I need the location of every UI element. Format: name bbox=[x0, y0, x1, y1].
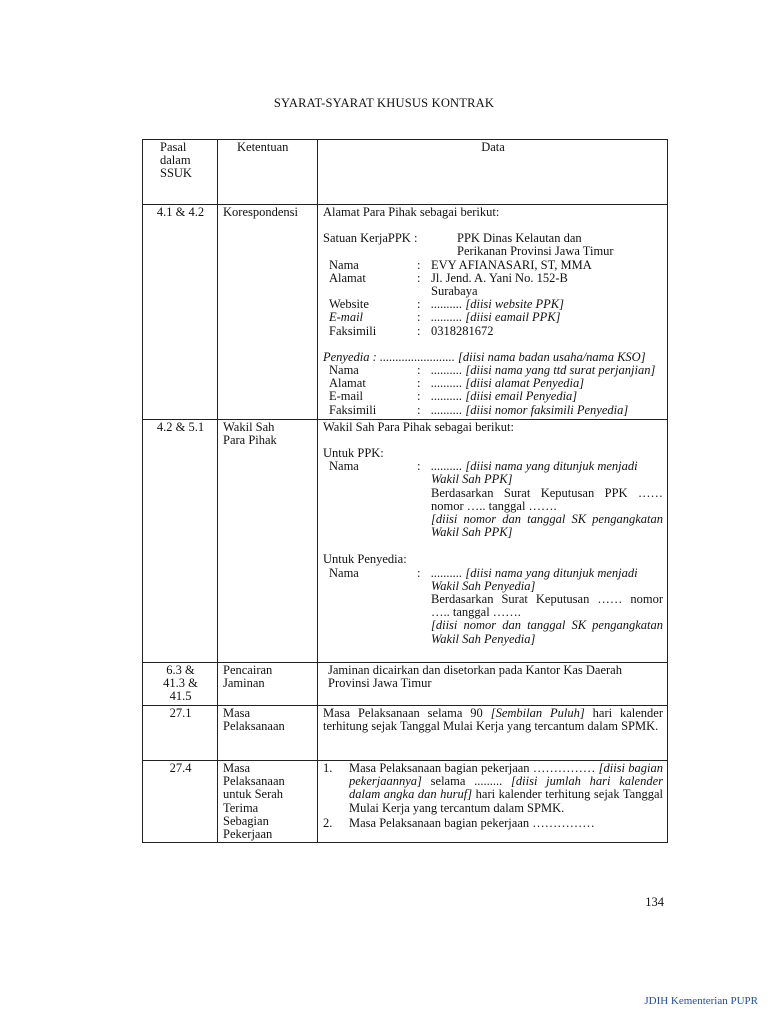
ketentuan-line: Masa bbox=[223, 760, 251, 775]
pasal-line: 41.5 bbox=[169, 689, 192, 704]
field-value: .......... [diisi website PPK] bbox=[431, 297, 564, 312]
field-row: Faksimili : .......... [diisi nomor faksimili Penyedia] bbox=[329, 404, 663, 417]
field-row: E-mail : .......... [diisi email Penyedia] bbox=[329, 390, 663, 403]
sk-text: Berdasarkan Surat Keputusan PPK …… nomor ….. tanggal ……. bbox=[431, 485, 663, 513]
table-row bbox=[143, 662, 668, 705]
table-header-row bbox=[143, 140, 668, 205]
ketentuan-cell bbox=[218, 705, 318, 760]
field-key: Faksimili bbox=[329, 323, 377, 338]
penyedia-line: Penyedia : ........................ [diisi nama badan usaha/nama KSO] bbox=[323, 349, 646, 364]
footer-source-link[interactable]: JDIH Kementerian PUPR bbox=[644, 995, 758, 1007]
field-value: Surabaya bbox=[431, 284, 478, 299]
pasal-cell: 27.4 bbox=[143, 760, 218, 842]
penyedia-heading: Untuk Penyedia: bbox=[323, 552, 407, 567]
field-row: Website : .......... [diisi website PPK] bbox=[329, 298, 663, 311]
pasal-cell: 4.1 & 4.2 bbox=[143, 205, 218, 420]
field-value: .......... [diisi alamat Penyedia] bbox=[431, 376, 585, 391]
field-value: Jl. Jend. A. Yani No. 152-B bbox=[431, 270, 568, 285]
list-number: 2. bbox=[323, 815, 333, 830]
field-key: E-mail bbox=[329, 310, 364, 325]
field-key: Alamat bbox=[329, 376, 366, 391]
ketentuan-line: Wakil Sah bbox=[223, 419, 275, 434]
field-key: E-mail bbox=[329, 389, 364, 404]
ketentuan-line: Pekerjaan bbox=[223, 826, 273, 841]
field-value: .......... [diisi eamail PPK] bbox=[431, 310, 561, 325]
list-text-part: hari kalender terhitung sejak Tanggal Mulai Kerja yang tercantum dalam SPMK. bbox=[349, 787, 663, 815]
pasal-cell: 27.1 bbox=[143, 705, 218, 760]
table-row bbox=[143, 419, 668, 662]
list-item bbox=[323, 817, 663, 830]
data-text bbox=[323, 707, 663, 733]
table-row bbox=[143, 705, 668, 760]
field-value: .......... [diisi nama yang ditunjuk menjadi Wakil Sah PPK] bbox=[431, 459, 638, 487]
pasal-cell bbox=[143, 662, 218, 705]
field-key: Alamat bbox=[329, 270, 366, 285]
field-row: Nama : EVY AFIANASARI, ST, MMA bbox=[329, 259, 663, 272]
data-text-part: Masa Pelaksanaan selama 90 bbox=[323, 705, 491, 720]
ketentuan-cell bbox=[218, 760, 318, 842]
ketentuan-line: Pelaksanaan bbox=[223, 718, 285, 733]
list-item bbox=[323, 762, 663, 815]
satuan-kerja-value: Perikanan Provinsi Jawa Timur bbox=[457, 244, 614, 259]
data-cell bbox=[318, 205, 668, 420]
header-ketentuan: Ketentuan bbox=[218, 140, 318, 205]
field-row: Alamat : Jl. Jend. A. Yani No. 152-B bbox=[329, 272, 663, 285]
intro-text: Wakil Sah Para Pihak sebagai berikut: bbox=[323, 419, 514, 434]
page-title: SYARAT-SYARAT KHUSUS KONTRAK bbox=[273, 96, 495, 110]
ketentuan-line: Pencairan bbox=[223, 662, 273, 677]
ketentuan-line: Sebagian bbox=[223, 813, 269, 828]
ppk-heading: Untuk PPK: bbox=[323, 446, 384, 461]
field-row: E-mail : .......... [diisi eamail PPK] bbox=[329, 311, 663, 324]
page-number: 134 bbox=[645, 895, 664, 909]
satuan-kerja-label: Satuan KerjaPPK : bbox=[323, 231, 418, 246]
field-value: EVY AFIANASARI, ST, MMA bbox=[431, 257, 592, 272]
data-text: Jaminan dicairkan dan disetorkan pada Kantor Kas Daerah Provinsi Jawa Timur bbox=[328, 662, 622, 691]
ketentuan-line: Para Pihak bbox=[223, 433, 277, 448]
pasal-line: 6.3 & bbox=[166, 662, 195, 677]
ketentuan-line: Masa bbox=[223, 705, 251, 720]
header-pasal-line: Pasal bbox=[160, 140, 187, 154]
header-data: Data bbox=[318, 140, 668, 205]
table-row bbox=[143, 760, 668, 842]
ketentuan-cell bbox=[218, 662, 318, 705]
data-cell bbox=[318, 419, 668, 662]
list-text-part: [diisi bagian pekerjaannya] bbox=[349, 760, 663, 789]
field-value: .......... [diisi nomor faksimili Penyedia] bbox=[431, 402, 629, 417]
field-value: 0318281672 bbox=[431, 323, 494, 338]
list-text-part: selama ......... bbox=[421, 774, 512, 789]
ketentuan-line: Terima bbox=[223, 800, 259, 815]
field-value: .......... [diisi nama yang ditunjuk menjadi Wakil Sah Penyedia] bbox=[431, 565, 638, 593]
ketentuan-line: untuk Serah bbox=[223, 787, 284, 802]
data-text-part: hari kalender terhitung sejak Tanggal Mulai Kerja yang tercantum dalam SPMK. bbox=[323, 705, 664, 733]
ketentuan-cell: Korespondensi bbox=[218, 205, 318, 420]
intro-text: Alamat Para Pihak sebagai berikut: bbox=[323, 205, 500, 219]
pasal-cell: 4.2 & 5.1 bbox=[143, 419, 218, 662]
ketentuan-cell bbox=[218, 419, 318, 662]
table-row bbox=[143, 205, 668, 420]
field-key: Nama bbox=[329, 565, 359, 580]
ketentuan-line: Jaminan bbox=[223, 676, 265, 691]
field-row: Nama : .......... [diisi nama yang ttd surat perjanjian] bbox=[329, 364, 663, 377]
list-text bbox=[349, 762, 663, 815]
field-key: Nama bbox=[329, 363, 359, 378]
list-text: Masa Pelaksanaan bagian pekerjaan …………… bbox=[349, 815, 595, 830]
list-number: 1. bbox=[323, 760, 333, 775]
sk-text: Berdasarkan Surat Keputusan …… nomor ….. tanggal ……. bbox=[431, 592, 663, 620]
field-row: Alamat : .......... [diisi alamat Penyedia] bbox=[329, 377, 663, 390]
ketentuan-line: Pelaksanaan bbox=[223, 774, 285, 789]
sk-note: [diisi nomor dan tanggal SK pengangkatan Wakil Sah Penyedia] bbox=[431, 618, 663, 646]
field-value: .......... [diisi email Penyedia] bbox=[431, 389, 578, 404]
data-cell bbox=[318, 760, 668, 842]
field-key: Faksimili bbox=[329, 402, 377, 417]
header-pasal bbox=[143, 140, 218, 205]
list-text-part: Masa Pelaksanaan bagian pekerjaan …………… bbox=[349, 760, 596, 775]
list-text-part: [diisi jumlah hari kalender dalam angka dan huruf] bbox=[349, 774, 663, 802]
satuan-kerja-value: PPK Dinas Kelautan dan bbox=[457, 231, 582, 246]
data-cell bbox=[318, 705, 668, 760]
header-pasal-line: SSUK bbox=[160, 166, 192, 181]
pasal-line: 41.3 & bbox=[163, 676, 198, 691]
field-value: .......... [diisi nama yang ttd surat perjanjian] bbox=[431, 363, 656, 378]
data-text-part: [Sembilan Puluh] bbox=[490, 705, 585, 720]
field-key: Nama bbox=[329, 257, 359, 272]
data-cell bbox=[318, 662, 668, 705]
field-row: Nama : .......... [diisi nama yang ditunjuk menjadi Wakil Sah PPK] Berdasarkan Surat Keputusan PPK …… nomor ….. tanggal ……. [diisi nomor dan tanggal SK pengangkatan Wakil Sah PPK] bbox=[329, 459, 663, 540]
header-pasal-line: dalam bbox=[160, 153, 191, 168]
satuan-kerja-row bbox=[323, 232, 663, 258]
field-row: Nama : .......... [diisi nama yang ditunjuk menjadi Wakil Sah Penyedia] Berdasarkan Surat Keputusan …… nomor ….. tanggal ……. [diisi nomor dan tanggal SK pengangkatan Wakil Sah Penyedia] bbox=[329, 565, 663, 646]
sk-note: [diisi nomor dan tanggal SK pengangkatan Wakil Sah PPK] bbox=[431, 512, 663, 540]
field-key: Website bbox=[329, 297, 369, 312]
field-row: Faksimili : 0318281672 bbox=[329, 325, 663, 338]
ssuk-table bbox=[142, 139, 668, 843]
field-key: Nama bbox=[329, 459, 359, 474]
